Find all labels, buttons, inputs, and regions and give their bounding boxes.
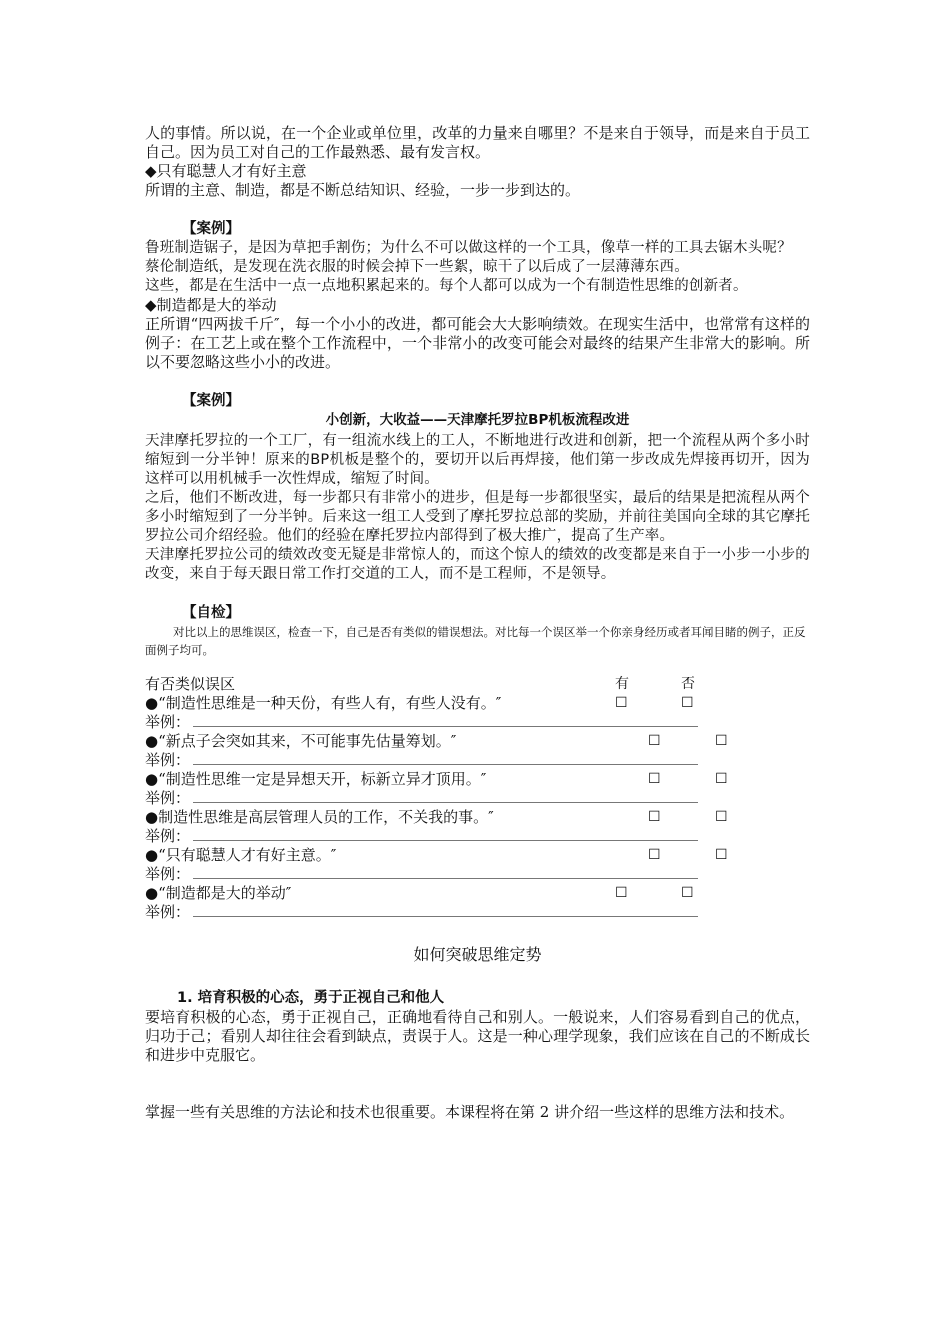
checkbox-yes[interactable]: ☐: [648, 847, 661, 863]
checkbox-no[interactable]: ☐: [715, 809, 728, 825]
example-label: 举例：: [145, 751, 191, 769]
case-paragraph: 之后，他们不断改进，每一步都只有非常小的进步，但是每一步都很坚实，最后的结果是把流程从两个多小时缩短到了一分半钟。后来这一组工人受到了摩托罗拉总部的奖励，并前往美国向全球的其它摩托罗拉公司介绍经验。他们的经验在摩托罗拉内部得到了极大推广，提高了生产率。: [145, 490, 810, 544]
case-line: 鲁班制造锯子，是因为草把手割伤；为什么不可以做这样的一个工具，像草一样的工具去锯木头呢？: [145, 240, 792, 256]
intro-paragraph-2: 所谓的主意、制造，都是不断总结知识、经验，一步一步到达的。: [145, 181, 581, 199]
checkbox-yes[interactable]: ☐: [648, 809, 661, 825]
example-line[interactable]: [145, 865, 810, 884]
example-line[interactable]: [145, 827, 810, 846]
bullet-heading: ◆制造都是大的举动: [145, 296, 277, 314]
body-paragraph: 正所谓“四两拔千斤″，每一个小小的改进，都可能会大大影响绩效。在现实生活中，也常常有这样的例子：在工艺上或在整个工作流程中，一个非常小的改变可能会对最终的结果产生非常大的影响。所以不要忽略这些小小的改进。: [145, 315, 810, 371]
column-no: 否: [681, 676, 695, 692]
example-label: 举例：: [145, 903, 191, 921]
checkbox-yes[interactable]: ☐: [615, 885, 628, 901]
checkbox-no[interactable]: ☐: [715, 733, 728, 749]
intro-paragraph: 人的事情。所以说，在一个企业或单位里，改革的力量来自哪里？不是来自于领导，而是来自于员工自己。因为员工对自己的工作最熟悉、最有发言权。: [145, 124, 810, 161]
case-paragraph: 天津摩托罗拉公司的绩效改变无疑是非常惊人的，而这个惊人的绩效的改变都是来自于一小步一小步的改变，来自于每天跟日常工作打交道的工人，而不是工程师，不是领导。: [145, 547, 810, 582]
checklist-item: [145, 770, 810, 789]
checkbox-yes[interactable]: ☐: [648, 733, 661, 749]
case-title: 小创新，大收益——天津摩托罗拉BP机板流程改进: [325, 412, 630, 428]
case-heading: 【案例】: [182, 221, 240, 237]
bullet-heading: ◆只有聪慧人才有好主意: [145, 162, 307, 180]
checklist-item-text: ●“新点子会突如其来，不可能事先估量筹划。″: [145, 732, 457, 750]
example-line[interactable]: [145, 713, 810, 732]
example-label: 举例：: [145, 827, 191, 845]
example-line[interactable]: [145, 751, 810, 770]
selfcheck-instruction: 对比以上的思维误区，检查一下，自己是否有类似的错误想法。对比每一个误区举一个你亲身经历或者耳闻目睹的例子，正反面例子均可。: [145, 625, 806, 657]
example-label: 举例：: [145, 713, 191, 731]
checklist-item-text: ●“制造都是大的举动″: [145, 884, 292, 902]
case-heading: 【案例】: [182, 393, 240, 409]
checkbox-yes[interactable]: ☐: [648, 771, 661, 787]
section-paragraph-2: 掌握一些有关思维的方法论和技术也很重要。本课程将在第 2 讲介绍一些这样的思维方法和技术。: [145, 1103, 795, 1121]
example-line[interactable]: [145, 903, 810, 922]
checklist-item: [145, 846, 810, 865]
case-paragraph: 天津摩托罗拉的一个工厂，有一组流水线上的工人，不断地进行改进和创新，把一个流程从两个多小时缩短到一分半钟！原来的BP机板是整个的，要切开以后再焊接，他们第一步改成先焊接再切开，因为这样可以用机械手一次性焊成，缩短了时间。: [145, 433, 810, 487]
example-label: 举例：: [145, 865, 191, 883]
checklist-item-text: ●“只有聪慧人才有好主意。″: [145, 846, 337, 864]
example-label: 举例：: [145, 789, 191, 807]
checklist-item-text: ●“制造性思维一定是异想天开，标新立异才顶用。″: [145, 770, 487, 788]
section-title: 如何突破思维定势: [413, 945, 542, 964]
checklist-header: [145, 675, 810, 694]
column-yes: 有: [615, 676, 629, 692]
checklist-item: [145, 732, 810, 751]
column-label: 有否类似误区: [145, 675, 236, 693]
checkbox-yes[interactable]: ☐: [615, 695, 628, 711]
selfcheck-heading: 【自检】: [182, 605, 240, 621]
checkbox-no[interactable]: ☐: [681, 695, 694, 711]
checkbox-no[interactable]: ☐: [681, 885, 694, 901]
checkbox-no[interactable]: ☐: [715, 771, 728, 787]
checklist-item-text: ●“制造性思维是一种天份，有些人有，有些人没有。″: [145, 694, 502, 712]
example-line[interactable]: [145, 789, 810, 808]
checklist-item: [145, 884, 810, 903]
case-line: 蔡伦制造纸，是发现在洗衣服的时候会掉下一些絮，晾干了以后成了一层薄薄东西。: [145, 259, 689, 275]
checklist-item: [145, 694, 810, 713]
case-line: 这些，都是在生活中一点一点地积累起来的。每个人都可以成为一个有制造性思维的创新者。: [145, 278, 748, 294]
checklist-item-text: ●制造性思维是高层管理人员的工作，不关我的事。″: [145, 808, 494, 826]
section-paragraph: 要培育积极的心态，勇于正视自己，正确地看待自己和别人。一般说来，人们容易看到自己的优点，归功于己；看别人却往往会看到缺点，责误于人。这是一种心理学现象，我们应该在自己的不断成长和进步中克服它。: [145, 1008, 810, 1064]
document-page: [145, 124, 810, 1122]
checklist-item: [145, 808, 810, 827]
checkbox-no[interactable]: ☐: [715, 847, 728, 863]
section-subhead: 1. 培育积极的心态，勇于正视自己和他人: [177, 990, 445, 1006]
